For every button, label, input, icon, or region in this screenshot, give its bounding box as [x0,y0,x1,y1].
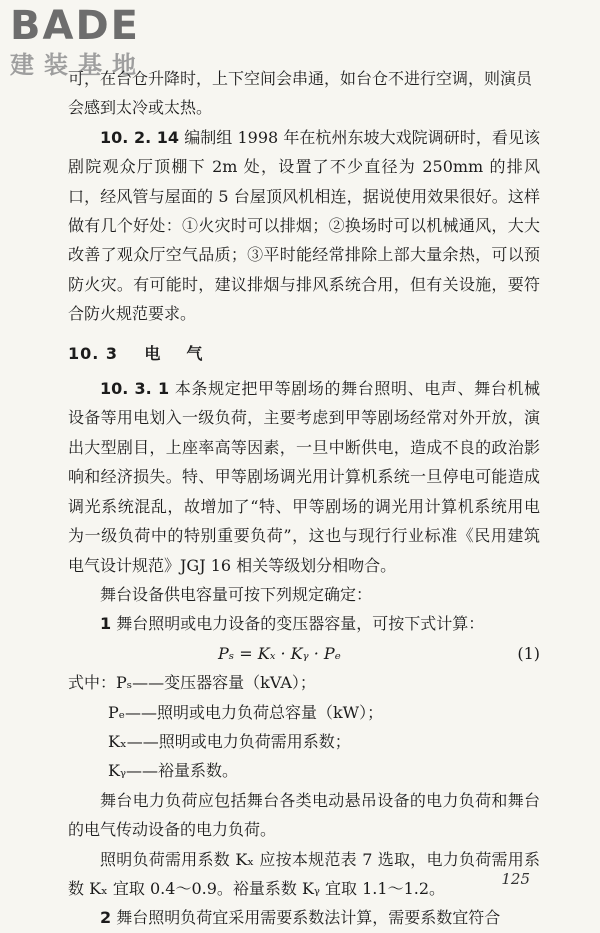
definition-line: Kᵧ——裕量系数。 [108,761,238,781]
paragraph: 舞台电力负荷应包括舞台各类电动悬吊设备的电力负荷和舞台的电气传动设备的电力负荷。 [68,790,540,840]
logo-main-text: BADE [10,3,140,49]
clause-10-2-14 [68,123,540,329]
item-number: 2 [100,908,112,928]
item-number: 1 [100,614,112,634]
definition-line [68,668,540,697]
item-1 [68,609,540,638]
item-text: 舞台照明负荷宜采用需要系数法计算，需要系数宜符合 [116,908,501,928]
paragraph: 舞台设备供电容量可按下列规定确定： [100,584,373,604]
paragraph-line: 会感到太冷或太热。 [68,98,213,118]
clause-text: 编制组 1998 年在杭州东坡大戏院调研时，看见该剧院观众厅顶棚下 2m 处，设置了不少直径为 250mm 的排风口，经风管与屋面的 5 台屋顶风机相连，据说使用效果很好。这样做有几个好处：①火灾时可以排烟；②换场时可以机械通风，大大改善了观众厅空气品质；③平时能经常排除上部大量余热，可以预防火灾。有可能时，建议排烟与排风系统合用，但有关设施，要符合防火规范要求。 [68,127,540,324]
section-number: 10. 3 [68,343,119,363]
page-number: 125 [501,870,530,888]
formula-row [68,639,540,668]
clause-number: 10. 2. 14 [100,127,180,147]
definition-line: Pₑ——照明或电力负荷总容量（kW）； [108,702,384,722]
definition-intro: 式中： [68,673,117,693]
clause-10-3-1 [68,374,540,580]
section-title-text: 电气 [144,343,229,363]
paragraph: 照明负荷需用系数 Kₓ 应按本规范表 7 选取，电力负荷需用系数 Kₓ 宜取 0.4～0.9。裕量系数 Kᵧ 宜取 1.1～1.2。 [68,849,540,898]
clause-text: 本条规定把甲等剧场的舞台照明、电声、舞台机械设备等用电划入一级负荷，主要考虑到甲等剧场经常对外开放，演出大型剧目，上座率高等因素，一旦中断供电，造成不良的政治影响和经济损失。特、甲等剧场调光用计算机系统一旦停电可能造成调光系统混乱，故增加了“特、甲等剧场的调光用计算机系统用电为一级负荷中的特别重要负荷”，这也与现行行业标准《民用建筑电气设计规范》JGJ 16 相关等级划分相吻合。 [68,379,540,575]
formula: Pₛ = Kₓ · Kᵧ · Pₑ [218,643,341,663]
formula-number: (1) [517,643,540,663]
logo-sub-text: 建装基地 [10,51,146,79]
definition-line: Kₓ——照明或电力负荷需用系数； [108,731,351,751]
page-content [68,64,540,933]
paragraph-continued [68,64,540,123]
paragraph-line: 可，在台仓升降时，上下空间会串通，如台仓不进行空调，则演员 [68,69,533,88]
item-2 [68,903,540,932]
item-text: 舞台照明或电力设备的变压器容量，可按下式计算： [116,614,485,634]
clause-number: 10. 3. 1 [100,379,170,399]
definition-text: Pₛ——变压器容量（kVA）； [116,673,316,693]
section-heading [68,339,540,368]
